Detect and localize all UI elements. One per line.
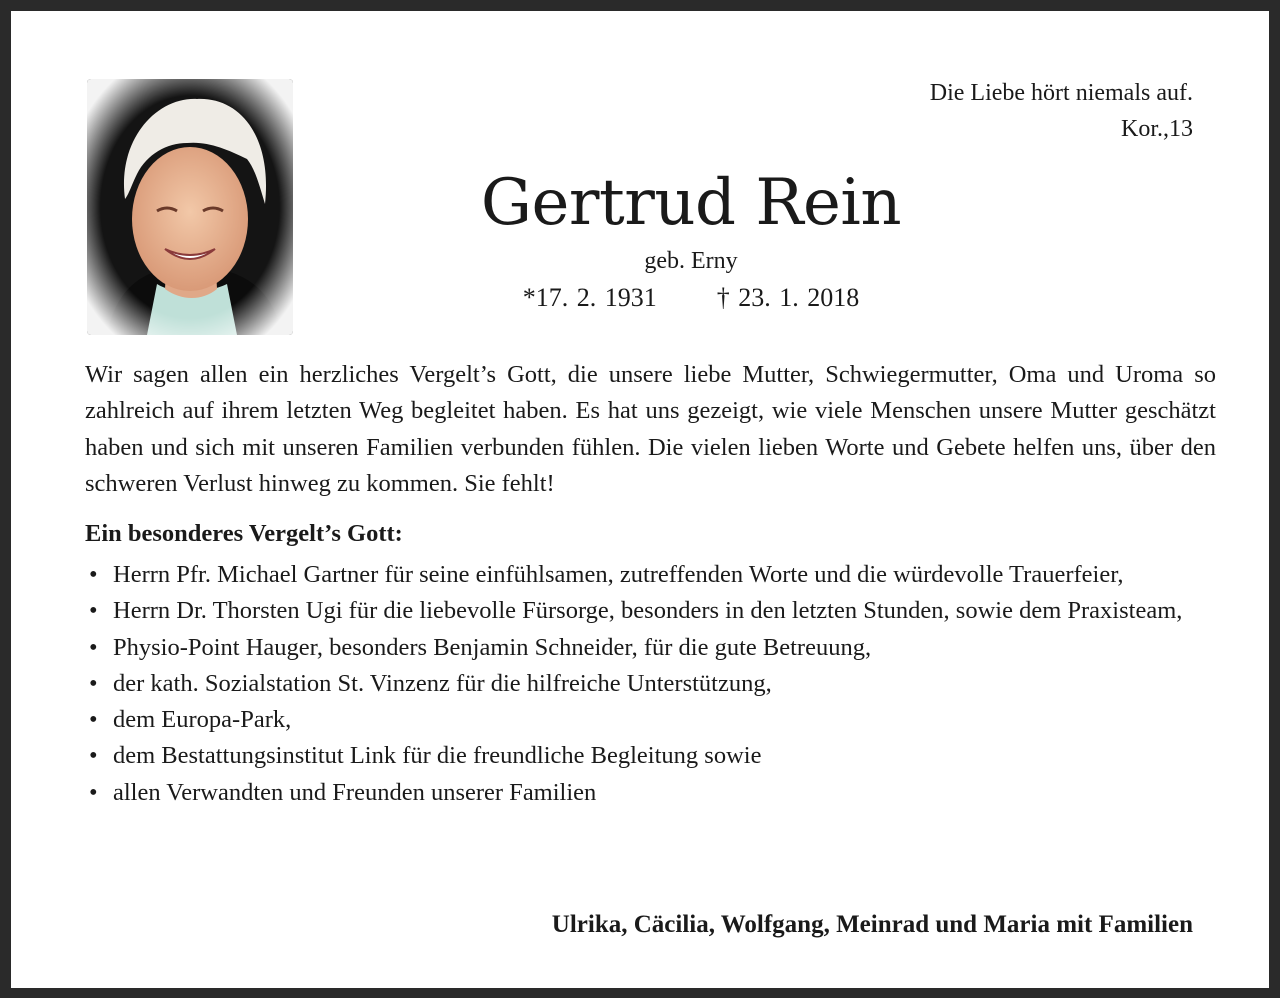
list-item-text: Herrn Pfr. Michael Gartner für seine einfühlsamen, zutreffenden Worte und die würdevolle Trauerfeier, xyxy=(113,561,1124,588)
list-item-text: der kath. Sozialstation St. Vinzenz für die hilfreiche Unterstützung, xyxy=(113,669,772,697)
portrait-photo xyxy=(87,79,293,335)
list-item-text: Physio-Point Hauger, besonders Benjamin Schneider, für die gute Betreuung, xyxy=(113,633,872,661)
list-item xyxy=(85,738,1216,774)
list-item-text: allen Verwandten und Freunden unserer Familien xyxy=(113,778,597,806)
bullet-icon: • xyxy=(89,597,98,625)
maiden-name: geb. Erny xyxy=(644,248,738,274)
bullet-icon: • xyxy=(89,561,98,588)
deceased-name: Gertrud Rein xyxy=(480,166,902,240)
bullet-icon: • xyxy=(89,778,98,806)
list-item xyxy=(85,593,1216,629)
list-item-text: dem Bestattungsinstitut Link für die freundliche Begleitung sowie xyxy=(113,742,762,770)
birth-date: *17. 2. 1931 xyxy=(522,283,657,312)
list-item-text: dem Europa-Park, xyxy=(113,706,292,734)
list-item xyxy=(85,775,1216,811)
bullet-icon: • xyxy=(89,633,98,661)
special-thanks-list xyxy=(85,557,1216,811)
death-date: † 23. 1. 2018 xyxy=(716,283,860,312)
list-item xyxy=(85,557,1216,593)
quote-line-1: Die Liebe hört niemals auf. xyxy=(929,80,1193,106)
signature: Ulrika, Cäcilia, Wolfgang, Meinrad und Maria mit Familien xyxy=(551,911,1193,938)
list-item xyxy=(85,630,1216,666)
quote-reference: Kor.,13 xyxy=(1121,116,1193,142)
bullet-icon: • xyxy=(89,669,98,697)
list-item xyxy=(85,702,1216,738)
list-item-text: Herrn Dr. Thorsten Ugi für die liebevolle Fürsorge, besonders in den letzten Stunden, sowie dem Praxisteam, xyxy=(113,597,1183,625)
special-thanks-heading: Ein besonderes Vergelt’s Gott: xyxy=(85,520,403,547)
bible-quote xyxy=(930,75,1193,147)
list-item xyxy=(85,666,1216,702)
bullet-icon: • xyxy=(89,742,98,770)
life-dates xyxy=(441,283,941,313)
bullet-icon: • xyxy=(89,706,98,734)
thank-you-message: Wir sagen allen ein herzliches Vergelt’s Gott, die unsere liebe Mutter, Schwiegermutter, Oma und Uroma so zahlreich auf ihrem letzten Weg begleitet haben. Es hat uns gezeigt, wie viele Menschen unsere Mutter geschätzt haben und sich mit unseren Familien verbunden fühlen. Die vielen lieben Worte und Gebete helfen uns, über den schweren Verlust hinweg zu kommen. Sie fehlt! xyxy=(85,361,1216,497)
